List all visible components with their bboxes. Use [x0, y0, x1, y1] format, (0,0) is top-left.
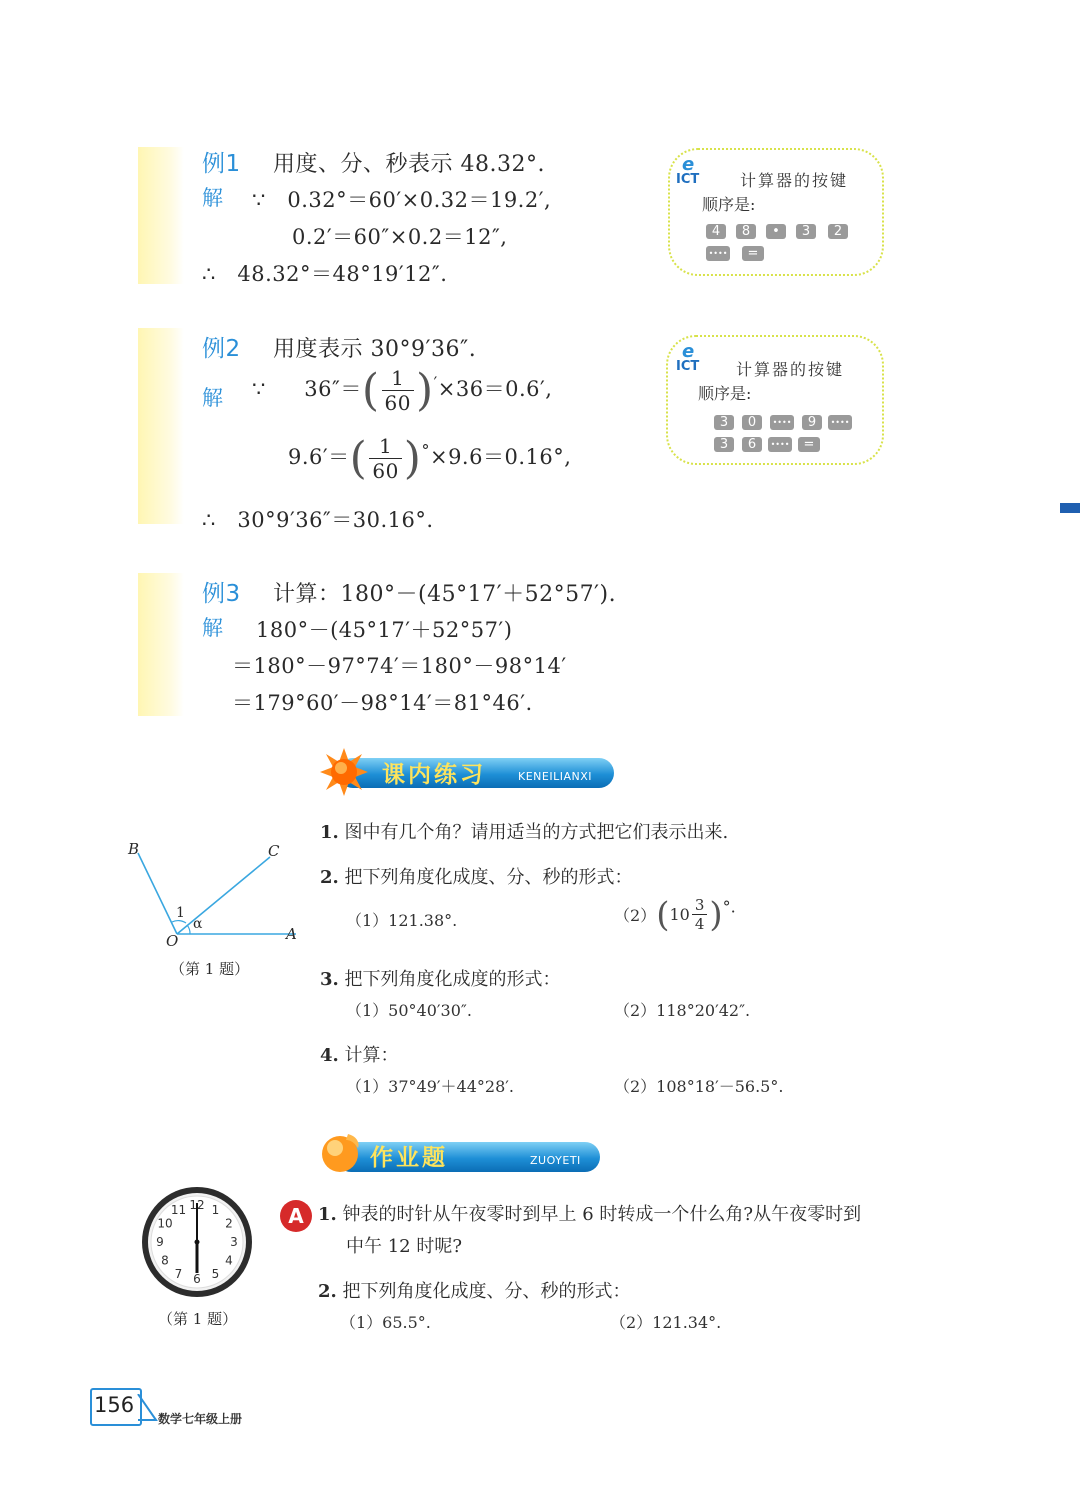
example2-highlight-bar: [138, 328, 184, 524]
calc-key: 3: [714, 415, 734, 430]
clock-numeral: 1: [211, 1203, 220, 1217]
clock-numeral: 8: [161, 1253, 169, 1268]
homework-q2-a: （1）65.5°.: [340, 1313, 431, 1332]
calc-key: ••••: [770, 415, 794, 430]
fraction: $\frac{3}{4}$: [692, 896, 708, 933]
practice-q2: 2. 把下列角度化成度、分、秒的形式：: [320, 867, 633, 888]
practice-q4-a: （1）37°49′＋44°28′.: [346, 1077, 514, 1096]
clock-numeral: 5: [211, 1267, 220, 1281]
example2-heading: [202, 330, 476, 363]
example1-line3: ∴ 48.32°＝48°19′12″.: [202, 262, 448, 286]
example2-label: 例2: [202, 336, 241, 362]
example1-solve-label: 解: [202, 186, 224, 210]
homework-title: 作业题: [370, 1145, 448, 1171]
clock-numeral: 3: [230, 1235, 238, 1249]
example2-line2-right: ×9.6＝0.16°,: [429, 445, 572, 469]
because-symbol: ∵: [252, 377, 266, 401]
point-C-label: C: [268, 842, 280, 860]
calc-key: 8: [736, 224, 756, 239]
example1-line1: ∵ 0.32°＝60′×0.32＝19.2′,: [252, 188, 552, 212]
calc-key: 0: [742, 415, 762, 430]
point-O-label: O: [166, 932, 179, 950]
homework-q1-line2: 中午 12 时呢?: [346, 1236, 462, 1257]
calc-key: 6: [742, 437, 762, 452]
homework-q2-b: （2）121.34°.: [610, 1313, 722, 1332]
fraction: $\frac{1}{60}$: [369, 434, 401, 483]
clock-numeral: 9: [156, 1235, 164, 1249]
clock-numeral: 2: [225, 1216, 233, 1231]
example3-line1: 180°－(45°17′＋52°57′): [256, 618, 513, 642]
clock-numeral: 11: [170, 1203, 187, 1217]
fraction: $\frac{1}{60}$: [382, 366, 414, 415]
example3-line2: ＝180°－97°74′＝180°－98°14′: [232, 654, 567, 678]
clock-numeral: 7: [174, 1267, 183, 1281]
example2-solve-label: 解: [202, 386, 224, 410]
page-edge-tab: [1060, 503, 1080, 513]
example3-heading: [202, 575, 616, 608]
calc-key: 9: [802, 415, 822, 430]
practice-subtitle: KENEILIANXI: [518, 770, 592, 783]
example3-line3: ＝179°60′－98°14′＝81°46′.: [232, 691, 533, 715]
homework-q2: 2. 把下列角度化成度、分、秒的形式：: [318, 1281, 631, 1302]
example3-prompt: 计算：180°－(45°17′＋52°57′).: [273, 582, 617, 607]
ict-logo-icon: e ICT: [676, 341, 700, 374]
figure1-caption: （第 1 题）: [170, 960, 250, 978]
calc-key: =: [798, 437, 820, 452]
example3-highlight-bar: [138, 573, 184, 716]
example1-line2: 0.2′＝60″×0.2＝12″,: [292, 225, 508, 249]
orange-ball-icon: [318, 1130, 362, 1174]
calc-key: 3: [796, 224, 816, 239]
homework-subtitle: ZUOYETI: [530, 1154, 581, 1167]
sun-star-icon: [320, 748, 368, 796]
point-B-label: B: [128, 840, 140, 858]
ict-2-text2: 顺序是:: [698, 384, 752, 403]
example3-label: 例3: [202, 581, 241, 607]
practice-q4-b: （2）108°18′－56.5°.: [614, 1077, 784, 1096]
calc-key: 3: [714, 437, 734, 452]
example1-label: 例1: [202, 151, 241, 177]
practice-q3: 3. 把下列角度化成度的形式：: [320, 969, 561, 990]
calc-key: ••••: [768, 437, 792, 452]
point-A-label: A: [286, 925, 297, 943]
page-number: 156: [94, 1393, 135, 1417]
clock-numeral: 12: [189, 1198, 205, 1212]
book-title: 数学七年级上册: [158, 1412, 243, 1426]
practice-q3-a: （1）50°40′30″.: [346, 1001, 472, 1020]
ict-1-text2: 顺序是:: [702, 195, 756, 214]
clock-caption: （第 1 题）: [158, 1310, 238, 1328]
calc-key: ••••: [706, 246, 730, 261]
example3-solve-label: 解: [202, 616, 224, 640]
calc-key: 2: [828, 224, 848, 239]
angle-1-label: 1: [176, 905, 185, 921]
example1-heading: [202, 145, 545, 178]
example2-line2-left: 9.6′＝: [288, 445, 350, 469]
example1-highlight-bar: [138, 147, 184, 284]
calc-key: •: [766, 224, 786, 239]
angle-alpha-label: α: [193, 916, 203, 932]
example2-line2: 9.6′＝( $\frac{1}{60}$ )°×9.6＝0.16°,: [288, 432, 572, 484]
ict-logo-icon: e ICT: [676, 154, 700, 187]
example2-line1-left: 36″＝: [304, 377, 362, 401]
level-a-badge: A: [280, 1200, 312, 1232]
practice-q4: 4. 计算：: [320, 1045, 399, 1066]
example2-therefore: ∴ 30°9′36″＝30.16°.: [202, 508, 434, 532]
ict-1-text1: 计算器的按键: [740, 171, 849, 190]
ict-2-text1: 计算器的按键: [736, 360, 845, 379]
ict-tip-box-1: [668, 148, 884, 276]
practice-q3-b: （2）118°20′42″.: [614, 1001, 751, 1020]
ict-tip-box-2: [666, 335, 884, 465]
page-number-tail: [136, 1394, 160, 1424]
calc-key: 4: [706, 224, 726, 239]
example1-prompt: 用度、分、秒表示 48.32°.: [273, 152, 545, 177]
practice-q1: 1. 图中有几个角？请用适当的方式把它们表示出来.: [320, 822, 729, 843]
homework-q1: 1. 钟表的时针从午夜零时到早上 6 时转成一个什么角?从午夜零时到: [318, 1204, 862, 1225]
example2-line1-right: ×36＝0.6′,: [437, 377, 553, 401]
practice-q2-a: （1）121.38°.: [346, 911, 458, 930]
clock-numeral: 10: [157, 1216, 173, 1231]
clock-numeral: 6: [193, 1272, 201, 1286]
example2-line1: ∵ 36″＝( $\frac{1}{60}$ )′×36＝0.6′,: [252, 364, 553, 416]
practice-q2-b: （2）(10 $\frac{3}{4}$ )°.: [614, 894, 736, 935]
calc-key: =: [742, 246, 764, 261]
clock-icon: [140, 1185, 254, 1299]
example2-prompt: 用度表示 30°9′36″.: [273, 337, 477, 362]
calc-key: ••••: [828, 415, 852, 430]
practice-title: 课内练习: [382, 762, 486, 788]
angle-figure: [120, 835, 310, 955]
clock-numeral: 4: [225, 1253, 233, 1268]
